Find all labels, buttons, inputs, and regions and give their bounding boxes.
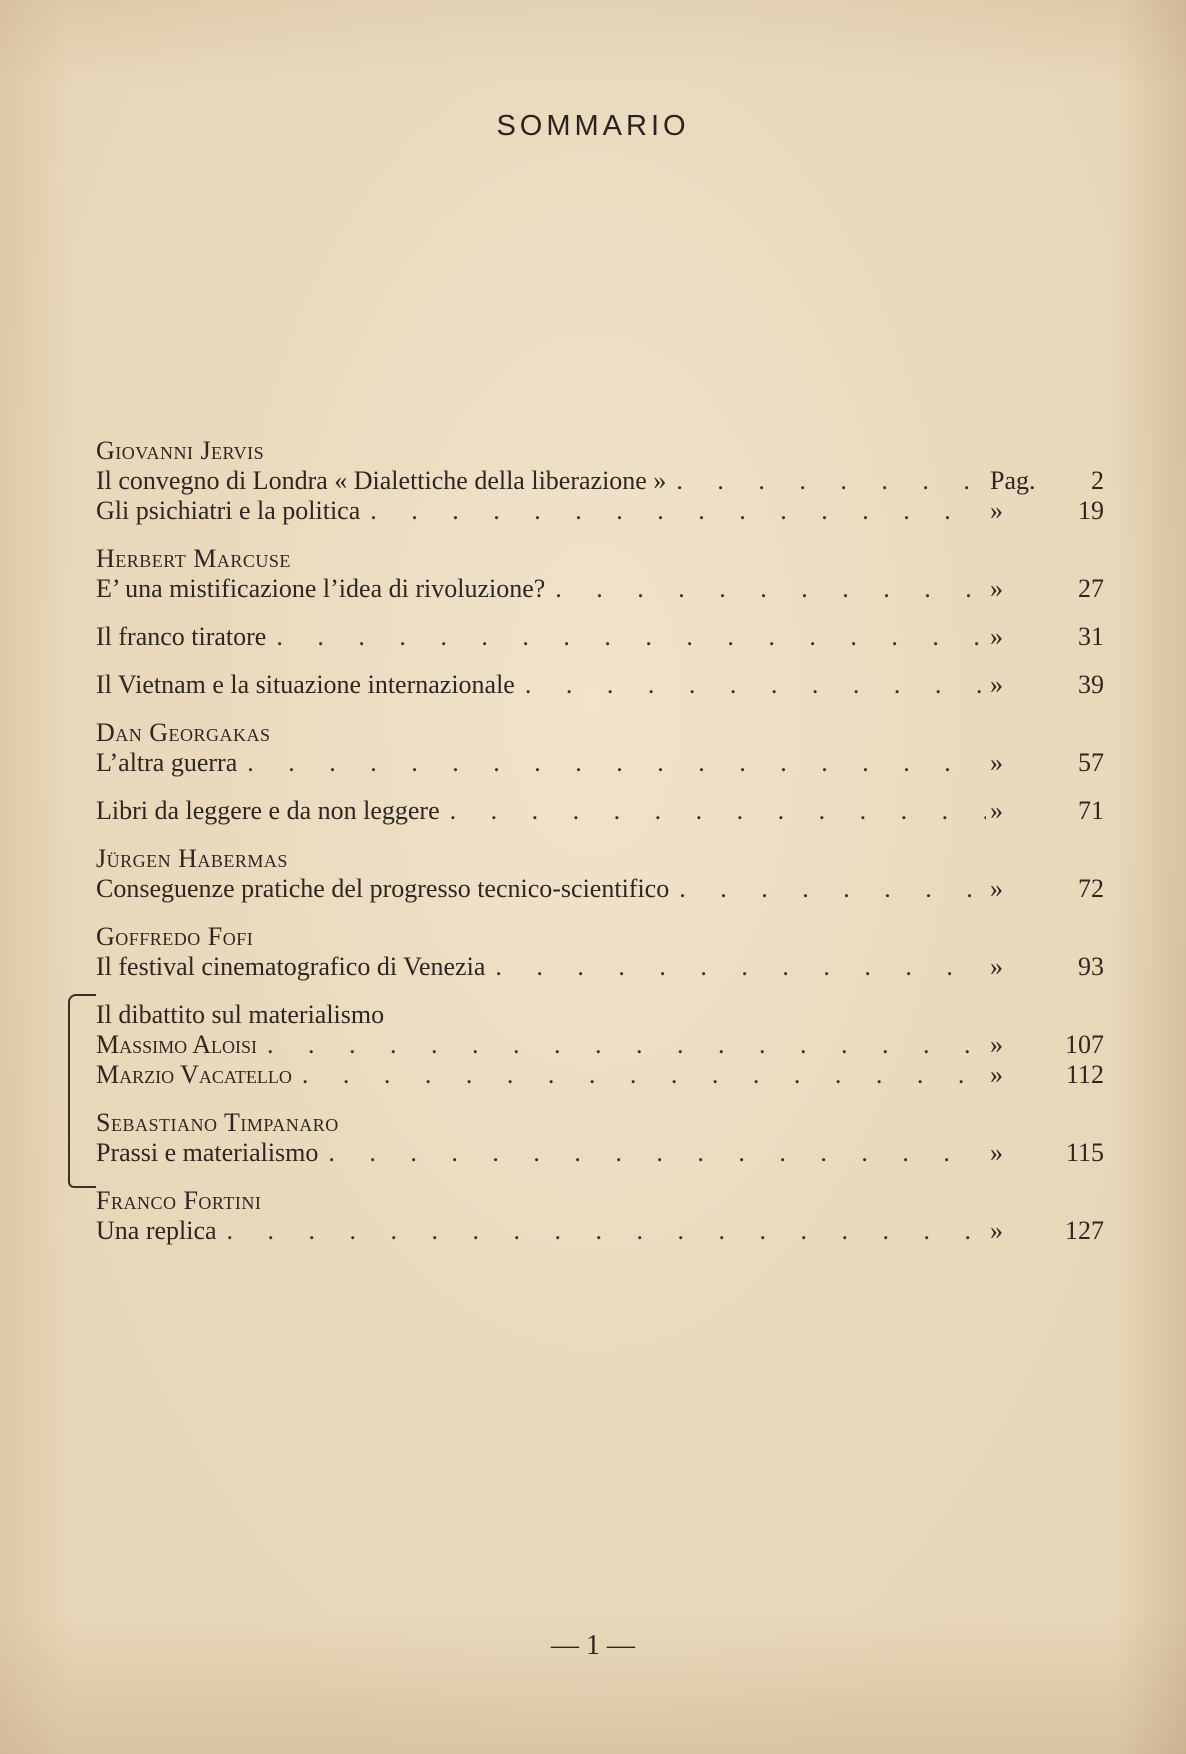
entry-author: Massimo Aloisi [96,1030,257,1059]
author-name [96,544,1104,574]
toc-entry[interactable] [96,874,1104,904]
toc-entry[interactable] [96,1138,1104,1168]
dot-leader [223,1216,986,1246]
dot-leader [551,574,986,604]
author-fortini: Franco Fortini [96,1186,262,1215]
author-name [96,1108,1104,1138]
toc-entry[interactable] [96,952,1104,982]
dot-leader [672,466,986,496]
toc-entry[interactable] [96,574,1104,604]
page-number: 39 [1078,670,1104,699]
toc-entry[interactable] [96,1216,1104,1246]
page-marker: » [990,670,1003,699]
toc-entry[interactable] [96,670,1104,700]
page-number: 72 [1078,874,1104,903]
page-number: 107 [1065,1030,1104,1059]
page-marker: » [990,796,1003,825]
toc-entry[interactable] [96,1060,1104,1090]
dot-leader [446,796,986,826]
page-marker: » [990,1138,1003,1167]
entry-title: Il Vietnam e la situazione internazionale [96,670,515,699]
debate-title: Il dibattito sul materialismo [96,1000,385,1029]
toc-entry[interactable] [96,748,1104,778]
page-marker: » [990,748,1003,777]
toc-entry[interactable] [96,496,1104,526]
dot-leader [298,1060,986,1090]
author-name [96,1186,1104,1216]
toc-entry[interactable] [96,622,1104,652]
author-fofi: Goffredo Fofi [96,922,254,951]
dot-leader [263,1030,986,1060]
entry-title: E’ una mistificazione l’idea di rivoluzione? [96,574,546,603]
page-number: 57 [1078,748,1104,777]
entry-title: Gli psichiatri e la politica [96,496,361,525]
toc-entry[interactable] [96,796,1104,826]
author-georgakas: Dan Georgakas [96,718,271,747]
page-marker: » [990,574,1003,603]
author-name [96,922,1104,952]
dot-leader [491,952,986,982]
entry-title: Libri da leggere e da non leggere [96,796,440,825]
author-name [96,844,1104,874]
page-number: 71 [1078,796,1104,825]
entry-title: Una replica [96,1216,217,1245]
author-marcuse: Herbert Marcuse [96,544,291,573]
entry-title: Conseguenze pratiche del progresso tecnico-scientifico [96,874,670,903]
author-name [96,718,1104,748]
entry-title: Prassi e materialismo [96,1138,319,1167]
author-habermas: Jürgen Habermas [96,844,288,873]
page-number: 115 [1065,1138,1104,1167]
section-title [96,1000,1104,1030]
handwritten-bracket [68,994,96,1188]
page-marker: » [990,1030,1003,1059]
toc-entry[interactable] [96,1030,1104,1060]
entry-title: L’altra guerra [96,748,238,777]
page-number: 112 [1065,1060,1104,1089]
entry-title: Il convegno di Londra « Dialettiche della liberazione » [96,466,667,495]
dot-leader [675,874,986,904]
page-number: 127 [1065,1216,1104,1245]
dot-leader [366,496,986,526]
page-number: 93 [1078,952,1104,981]
page-marker: » [990,1060,1003,1089]
page-number: 31 [1078,622,1104,651]
page-marker: » [990,874,1003,903]
page-number: 19 [1078,496,1104,525]
entry-author: Marzio Vacatello [96,1060,292,1089]
page-number: 27 [1078,574,1104,603]
entry-title: Il festival cinematografico di Venezia [96,952,486,981]
author-name [96,436,1104,466]
table-of-contents [96,436,1104,1246]
page-marker: » [990,496,1003,525]
page-number: 2 [1091,466,1104,495]
page-title: SOMMARIO [496,110,690,142]
dot-leader [243,748,986,778]
page-number-footer: — 1 — [551,1630,635,1661]
dot-leader [521,670,986,700]
page-marker: » [990,1216,1003,1245]
dot-leader [324,1138,986,1168]
dot-leader [272,622,986,652]
page-marker: » [990,952,1003,981]
entry-title: Il franco tiratore [96,622,267,651]
page-marker: » [990,622,1003,651]
page-marker: Pag. [990,466,1036,495]
author-timpanaro: Sebastiano Timpanaro [96,1108,339,1137]
toc-entry[interactable] [96,466,1104,496]
author-jervis: Giovanni Jervis [96,436,265,465]
